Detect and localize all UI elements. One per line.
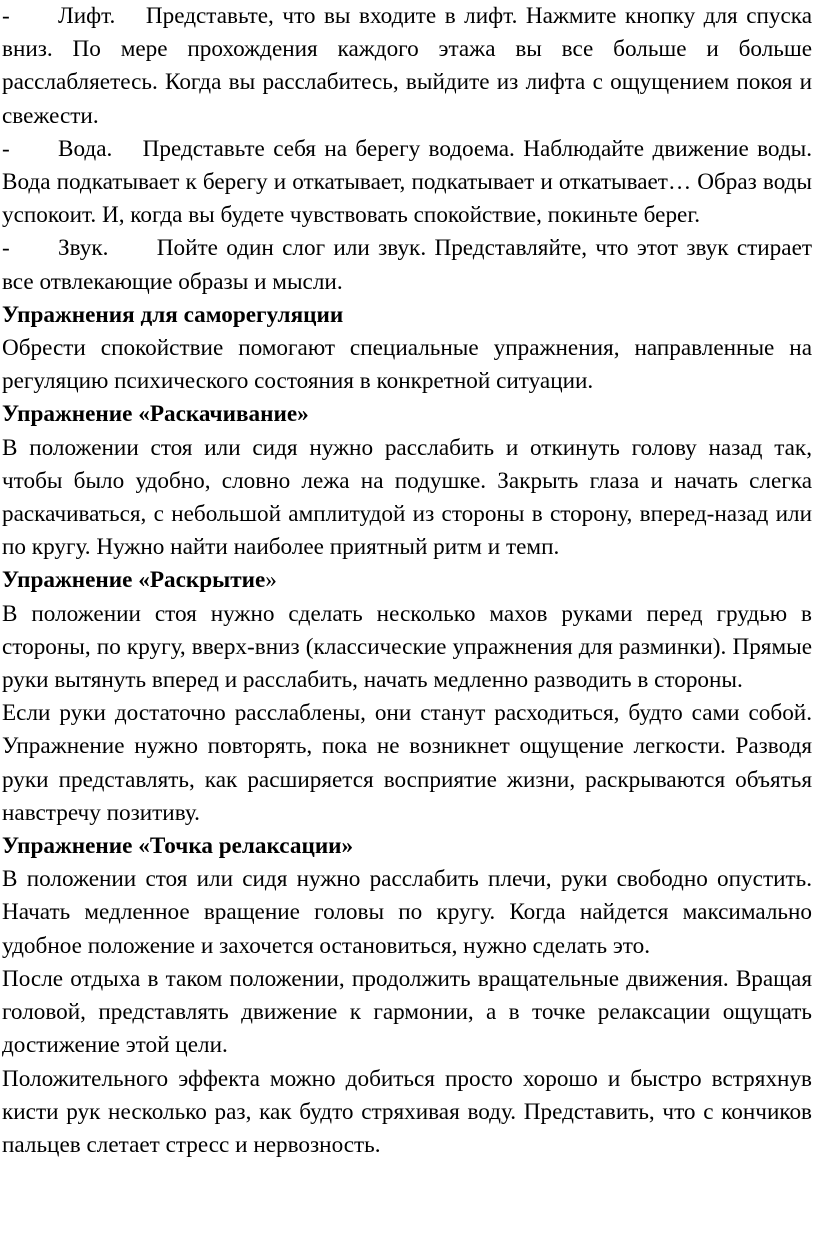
section-heading: Упражнения для саморегуляции (2, 301, 344, 328)
exercise-paragraph: В положении стоя или сидя нужно расслабить и откинуть голову назад так, чтобы было удобно, словно лежа на подушке. Закрыть глаза и начать слегка раскачиваться, с небольшой амплитудой из стороны в сторону, вперед-назад или по кругу. Нужно найти наиболее приятный ритм и темп. (2, 434, 812, 561)
exercise-heading-opening (2, 564, 812, 597)
technique-text: Пойте один слог или звук. Представляйте, что этот звук стирает все отвлекающие образы и мысли. (2, 235, 812, 295)
technique-term: Вода. (58, 135, 113, 162)
exercise-paragraph: После отдыха в таком положении, продолжить вращательные движения. Вращая головой, представлять движение к гармонии, а в точке релаксации ощущать достижение этой цели. (2, 965, 812, 1059)
exercise-paragraph: Если руки достаточно расслаблены, они станут расходиться, будто сами собой. Упражнение нужно повторять, пока не возникнет ощущение легкости. Разводя руки представлять, как расширяется восприятие жизни, раскрываются объятья навстречу позитиву. (2, 700, 812, 826)
technique-term: Лифт. (58, 3, 116, 29)
exercise-paragraph: В положении стоя нужно сделать несколько махов руками перед грудью в стороны, по кругу, вверх-вниз (классические упражнения для разминки). Прямые руки вытянуть вперед и расслабить, начать медленно разводить в стороны. (2, 600, 812, 694)
heading-text: Упражнение «Раскрытие (2, 567, 266, 594)
technique-text: Представьте, что вы входите в лифт. Нажмите кнопку для спуска вниз. По мере прохождения каждого этажа вы все больше и больше расслабляетесь. Когда вы расслабитесь, выйдите из лифта с ощущением покоя и свежести. (2, 3, 813, 129)
technique-text: Представьте себя на берегу водоема. Наблюдайте движение воды. Вода подкатывает к берегу и откатывает, подкатывает и откатывает… Образ воды успокоит. И, когда вы будете чувствовать спокойствие, покиньте берег. (2, 135, 812, 229)
list-marker: - (2, 135, 10, 162)
technique-term: Звук. (58, 235, 109, 262)
exercise-heading-swaying: Упражнение «Раскачивание» (2, 401, 309, 428)
exercise-paragraph: Положительного эффекта можно добиться просто хорошо и быстро встряхнув кисти рук несколько раз, как будто стряхивая воду. Представить, что с кончиков пальцев слетает стресс и нервозность. (2, 1065, 812, 1158)
exercise-heading-relaxation-point: Упражнение «Точка релаксации» (2, 833, 354, 860)
section-intro: Обрести спокойствие помогают специальные упражнения, направленные на регуляцию психического состояния в конкретной ситуации. (2, 335, 812, 395)
list-marker: - (2, 3, 10, 29)
technique-item-water (2, 133, 812, 233)
heading-closing-quote: » (265, 567, 277, 594)
technique-item-lift (2, 0, 812, 133)
exercise-paragraph: В положении стоя или сидя нужно расслабить плечи, руки свободно опустить. Начать медленное вращение головы по кругу. Когда найдется максимально удобное положение и захочется остановиться, нужно сделать это. (2, 866, 812, 959)
list-marker: - (2, 235, 10, 262)
technique-item-sound (2, 232, 812, 298)
